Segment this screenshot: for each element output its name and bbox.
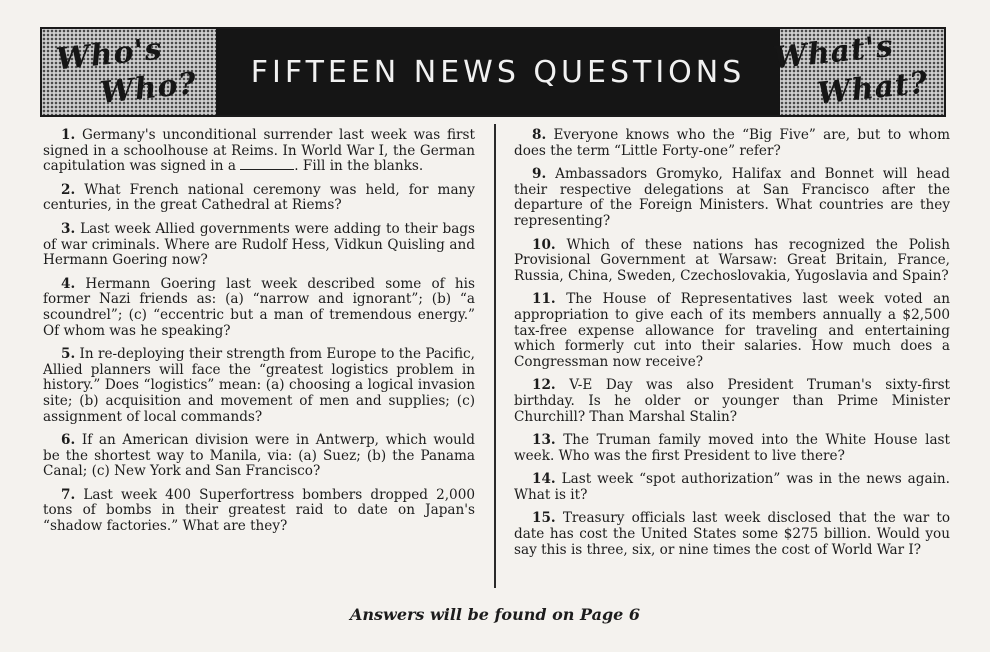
- question-text: Ambassadors Gromyko, Halifax and Bonnet will head their respective delegations at San Francisco after the departure of the Foreign Ministers. What countries are they representing?: [514, 166, 950, 229]
- question-number: 13.: [532, 432, 556, 449]
- question-text: Everyone knows who the “Big Five” are, but to whom does the term “Little Forty-one” refer?: [514, 127, 950, 159]
- question-6: [43, 433, 475, 480]
- question-text: Last week Allied governments were adding to their bags of war criminals. Where are Rudolf Hess, Vidkun Quisling and Hermann Goering now?: [43, 220, 475, 269]
- question-number: 2.: [61, 181, 76, 198]
- answers-footer: Answers will be found on Page 6: [349, 605, 641, 624]
- question-14: [514, 472, 950, 503]
- question-text: What French national ceremony was held, for many centuries, in the great Cathedral at Riems?: [43, 181, 475, 214]
- question-number: 5.: [61, 346, 76, 363]
- halftone-panel-left: [42, 29, 216, 115]
- who-word: Who?: [98, 66, 199, 111]
- questions-left-column: [43, 128, 475, 543]
- question-number: 10.: [532, 236, 556, 253]
- question-number: 11.: [532, 291, 556, 308]
- question-text: In re-deploying their strength from Europe to the Pacific, Allied planners will face the “greatest logistics problem in history.” Does “logistics” mean: (a) choosing a logical invasion site; (b) acquisition and movement of men and supplies; (c) assignment of local commands?: [43, 346, 475, 425]
- question-11: [514, 292, 950, 370]
- question-3: [43, 222, 475, 269]
- question-text: The House of Representatives last week voted an appropriation to give each of its members annually a $2,500 tax-free expense allowance for traveling and entertaining which formerly cut into their salaries. How much does a Congressman now receive?: [514, 291, 951, 370]
- question-number: 14.: [532, 471, 556, 488]
- questions-right-column: [514, 128, 950, 566]
- banner-title: FIFTEEN NEWS QUESTIONS: [250, 54, 746, 90]
- halftone-panel-right: [771, 28, 944, 115]
- question-13: [514, 433, 950, 464]
- question-number: 6.: [61, 432, 76, 449]
- question-number: 3.: [61, 220, 76, 237]
- question-number: 7.: [61, 486, 76, 503]
- question-2: [43, 183, 475, 214]
- question-text-end: . Fill in the blanks.: [294, 158, 424, 175]
- question-number: 15.: [532, 510, 556, 527]
- question-number: 8.: [532, 127, 547, 143]
- question-4: [43, 277, 475, 339]
- question-text: Treasury officials last week disclosed that the war to date has cost the United States some $275 billion. Would you say this is three, six, or nine times the cost of World War I?: [514, 510, 950, 558]
- question-text: The Truman family moved into the White House last week. Who was the first President to live there?: [514, 432, 950, 464]
- question-9: [514, 167, 950, 229]
- question-1: [43, 128, 475, 175]
- column-divider: [494, 124, 496, 588]
- question-12: [514, 378, 950, 425]
- question-text: V-E Day was also President Truman's sixty-first birthday. Is he older or younger than Prime Minister Churchill? Than Marshal Stalin?: [514, 377, 951, 425]
- banner-title-panel: [216, 29, 780, 115]
- question-text: Which of these nations has recognized the Polish Provisional Government at Warsaw: Great Britain, France, Russia, China, Sweden, Czechoslovakia, Yugoslavia and Spain?: [514, 236, 950, 284]
- question-text: Last week 400 Superfortress bombers dropped 2,000 tons of bombs in their greatest raid to date on Japan's “shadow factories.” What are they?: [43, 486, 475, 535]
- header-banner: [40, 27, 946, 117]
- whos-word: Who's: [54, 31, 165, 78]
- what-word: What?: [815, 65, 930, 112]
- question-5: [43, 347, 475, 425]
- question-number: 1.: [61, 127, 76, 143]
- whats-word: What's: [771, 28, 896, 77]
- question-8: [514, 128, 950, 159]
- question-text: Last week “spot authorization” was in the news again. What is it?: [514, 471, 950, 503]
- question-text: If an American division were in Antwerp, which would be the shortest way to Manila, via: (a) Suez; (b) the Panama Canal; (c) New York and San Francisco?: [43, 432, 475, 480]
- question-15: [514, 511, 950, 558]
- question-number: 9.: [532, 166, 547, 183]
- question-7: [43, 488, 475, 535]
- question-10: [514, 238, 950, 285]
- question-number: 4.: [61, 275, 76, 292]
- question-text: Hermann Goering last week described some of his former Nazi friends as: (a) “narrow and ignorant”; (b) “a scoundrel”; (c) “eccentric but a man of tremendous energy.” Of whom was he speaking?: [43, 275, 475, 339]
- question-number: 12.: [532, 377, 556, 394]
- fill-in-blank-line: [240, 159, 294, 170]
- question-text: Germany's unconditional surrender last week was first signed in a schoolhouse at Reims. In World War I, the German capitulation was signed in a: [43, 127, 475, 175]
